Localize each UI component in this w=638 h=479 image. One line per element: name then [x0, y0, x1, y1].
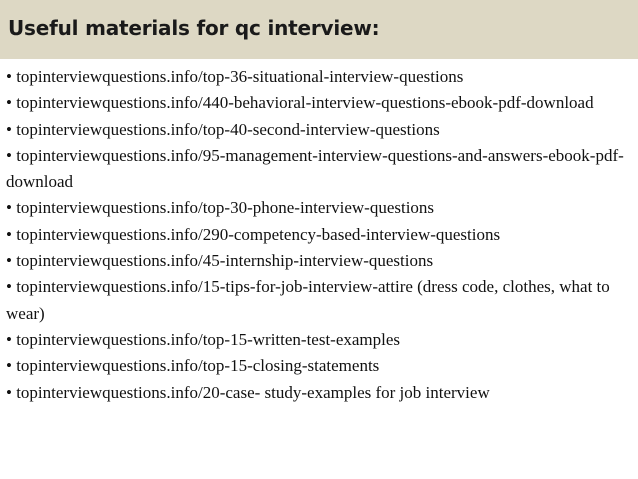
- link-text[interactable]: topinterviewquestions.info/95-management-interview-questions-and-answers-ebook-pdf-download: [6, 145, 624, 192]
- list-item[interactable]: [6, 327, 630, 353]
- links-list: [6, 64, 630, 406]
- list-item[interactable]: [6, 248, 630, 274]
- list-item[interactable]: [6, 90, 630, 116]
- bullet: •: [6, 119, 12, 139]
- bullet: •: [6, 93, 12, 113]
- list-item[interactable]: [6, 195, 630, 221]
- link-text[interactable]: topinterviewquestions.info/45-internship-interview-questions: [16, 251, 434, 271]
- list-item[interactable]: [6, 117, 630, 143]
- link-text[interactable]: topinterviewquestions.info/top-15-written-test-examples: [16, 329, 401, 349]
- list-item[interactable]: [6, 380, 630, 406]
- link-text[interactable]: topinterviewquestions.info/290-competency-based-interview-questions: [16, 224, 501, 244]
- link-text[interactable]: topinterviewquestions.info/15-tips-for-job-interview-attire (dress code, clothes, what to wear): [6, 277, 610, 323]
- bullet: •: [6, 251, 12, 271]
- bullet: •: [6, 224, 12, 244]
- link-text[interactable]: topinterviewquestions.info/top-36-situational-interview-questions: [16, 67, 464, 86]
- link-text[interactable]: topinterviewquestions.info/440-behavioral-interview-questions-ebook-pdf-download: [16, 93, 594, 113]
- list-item[interactable]: [6, 353, 630, 379]
- list-item[interactable]: [6, 143, 630, 196]
- link-text[interactable]: topinterviewquestions.info/top-30-phone-interview-questions: [16, 198, 435, 218]
- bullet: •: [6, 382, 12, 402]
- link-text[interactable]: topinterviewquestions.info/20-case- study-examples for job interview: [16, 382, 490, 402]
- header-bar: [0, 0, 638, 59]
- list-item[interactable]: [6, 64, 630, 90]
- bullet: •: [6, 356, 12, 376]
- page-title: Useful materials for qc interview:: [8, 16, 380, 40]
- bullet: •: [6, 198, 12, 218]
- list-item[interactable]: [6, 222, 630, 248]
- bullet: •: [6, 277, 12, 297]
- link-text[interactable]: topinterviewquestions.info/top-15-closing-statements: [16, 356, 380, 376]
- list-item[interactable]: [6, 274, 630, 327]
- bullet: •: [6, 145, 12, 165]
- bullet: •: [6, 67, 12, 86]
- link-text[interactable]: topinterviewquestions.info/top-40-second-interview-questions: [16, 119, 440, 139]
- bullet: •: [6, 329, 12, 349]
